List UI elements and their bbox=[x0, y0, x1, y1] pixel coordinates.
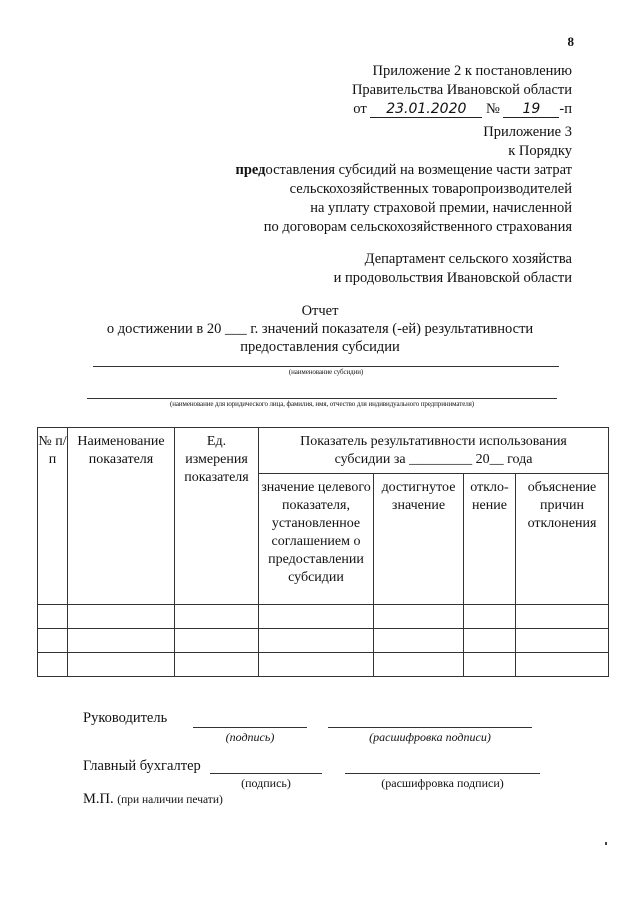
head-decode-field[interactable] bbox=[328, 727, 532, 728]
cell-indicator-name[interactable] bbox=[68, 653, 175, 677]
head-label: Руководитель bbox=[83, 710, 168, 726]
head-signature-field[interactable] bbox=[193, 727, 307, 728]
accountant-label: Главный бухгалтер bbox=[83, 758, 201, 774]
number-sign: № bbox=[485, 101, 500, 117]
cell-indicator-name[interactable] bbox=[68, 629, 175, 653]
header-deviation: откло-нение bbox=[464, 474, 516, 605]
date-field[interactable]: 23.01.2020 bbox=[370, 101, 482, 118]
appendix-header bbox=[352, 62, 572, 119]
cell-unit[interactable] bbox=[175, 605, 259, 629]
table-row bbox=[38, 653, 609, 677]
subsidy-name-field[interactable] bbox=[93, 366, 559, 367]
cell-achieved-value[interactable] bbox=[374, 629, 464, 653]
header-achieved-value: достигнутое значение bbox=[374, 474, 464, 605]
cell-deviation[interactable] bbox=[464, 653, 516, 677]
procedure-line-3 bbox=[235, 161, 572, 180]
cell-num[interactable] bbox=[38, 629, 68, 653]
cell-unit[interactable] bbox=[175, 629, 259, 653]
accountant-decode-caption: (расшифровка подписи) bbox=[381, 776, 504, 790]
cell-achieved-value[interactable] bbox=[374, 653, 464, 677]
head-signature-caption: (подпись) bbox=[225, 730, 275, 744]
procedure-line-1: Приложение 3 bbox=[483, 124, 572, 140]
procedure-line-4: сельскохозяйственных товаропроизводителей bbox=[289, 181, 572, 197]
cell-num[interactable] bbox=[38, 605, 68, 629]
header-unit: Ед. измерения показателя bbox=[175, 428, 259, 605]
accountant-signature-caption: (подпись) bbox=[241, 776, 291, 790]
report-title bbox=[80, 302, 560, 356]
header-target-value: значение целевого показателя, установленное соглашением о предоставлении субсидии bbox=[259, 474, 374, 605]
cell-num[interactable] bbox=[38, 653, 68, 677]
cell-deviation[interactable] bbox=[464, 605, 516, 629]
cell-deviation-reason[interactable] bbox=[516, 629, 609, 653]
procedure-line-5: на уплату страховой премии, начисленной bbox=[310, 200, 572, 216]
cell-unit[interactable] bbox=[175, 653, 259, 677]
cell-target-value[interactable] bbox=[259, 629, 374, 653]
procedure-line-2: к Порядку bbox=[508, 143, 572, 159]
procedure-line-3-bold: пред bbox=[235, 162, 266, 178]
header-effectiveness-group: Показатель результативности использования субсидии за _________ 20__ года bbox=[259, 428, 609, 474]
decree-number-field[interactable]: 19 bbox=[503, 101, 559, 118]
addressee-line-2: и продовольствия Ивановской области bbox=[333, 270, 572, 286]
header-indicator-name: Наименование показателя bbox=[68, 428, 175, 605]
cell-deviation-reason[interactable] bbox=[516, 653, 609, 677]
recipient-name-field[interactable] bbox=[87, 398, 557, 399]
cell-target-value[interactable] bbox=[259, 605, 374, 629]
head-decode-caption: (расшифровка подписи) bbox=[369, 730, 491, 744]
stamp-line bbox=[83, 791, 223, 808]
cell-achieved-value[interactable] bbox=[374, 605, 464, 629]
stamp-label: М.П. bbox=[83, 791, 114, 807]
date-prefix: от bbox=[353, 101, 367, 117]
scan-artifact bbox=[605, 842, 607, 845]
cell-target-value[interactable] bbox=[259, 653, 374, 677]
appendix-line-1: Приложение 2 к постановлению bbox=[372, 63, 572, 79]
procedure-line-3-rest: оставления субсидий на возмещение части затрат bbox=[265, 162, 572, 178]
addressee bbox=[334, 250, 572, 288]
report-title-line-3: предоставления субсидии bbox=[240, 339, 400, 355]
report-title-line-2: о достижении в 20 ___ г. значений показателя (-ей) результативности bbox=[106, 321, 534, 337]
header-deviation-reason: объяснение причин отклонения bbox=[516, 474, 609, 605]
accountant-signature-field[interactable] bbox=[210, 773, 322, 774]
cell-indicator-name[interactable] bbox=[68, 605, 175, 629]
procedure-line-6: по договорам сельскохозяйственного страхования bbox=[263, 219, 572, 235]
report-title-line-1: Отчет bbox=[301, 303, 339, 319]
procedure-header bbox=[235, 123, 572, 237]
table-row bbox=[38, 605, 609, 629]
number-suffix: -п bbox=[559, 101, 572, 117]
subsidy-name-caption: (наименование субсидии) bbox=[288, 368, 364, 376]
recipient-name-caption: (наименование для юридического лица, фамилия, имя, отчество для индивидуального предпринимателя) bbox=[170, 400, 474, 408]
cell-deviation[interactable] bbox=[464, 629, 516, 653]
indicators-table bbox=[37, 427, 609, 677]
cell-deviation-reason[interactable] bbox=[516, 605, 609, 629]
accountant-decode-field[interactable] bbox=[345, 773, 540, 774]
stamp-note: (при наличии печати) bbox=[117, 794, 223, 806]
table-row bbox=[38, 629, 609, 653]
addressee-line-1: Департамент сельского хозяйства bbox=[364, 251, 572, 267]
appendix-line-2: Правительства Ивановской области bbox=[351, 82, 572, 98]
page-number: 8 bbox=[567, 34, 574, 49]
appendix-date-line bbox=[352, 100, 572, 119]
header-num: № п/п bbox=[38, 428, 68, 605]
